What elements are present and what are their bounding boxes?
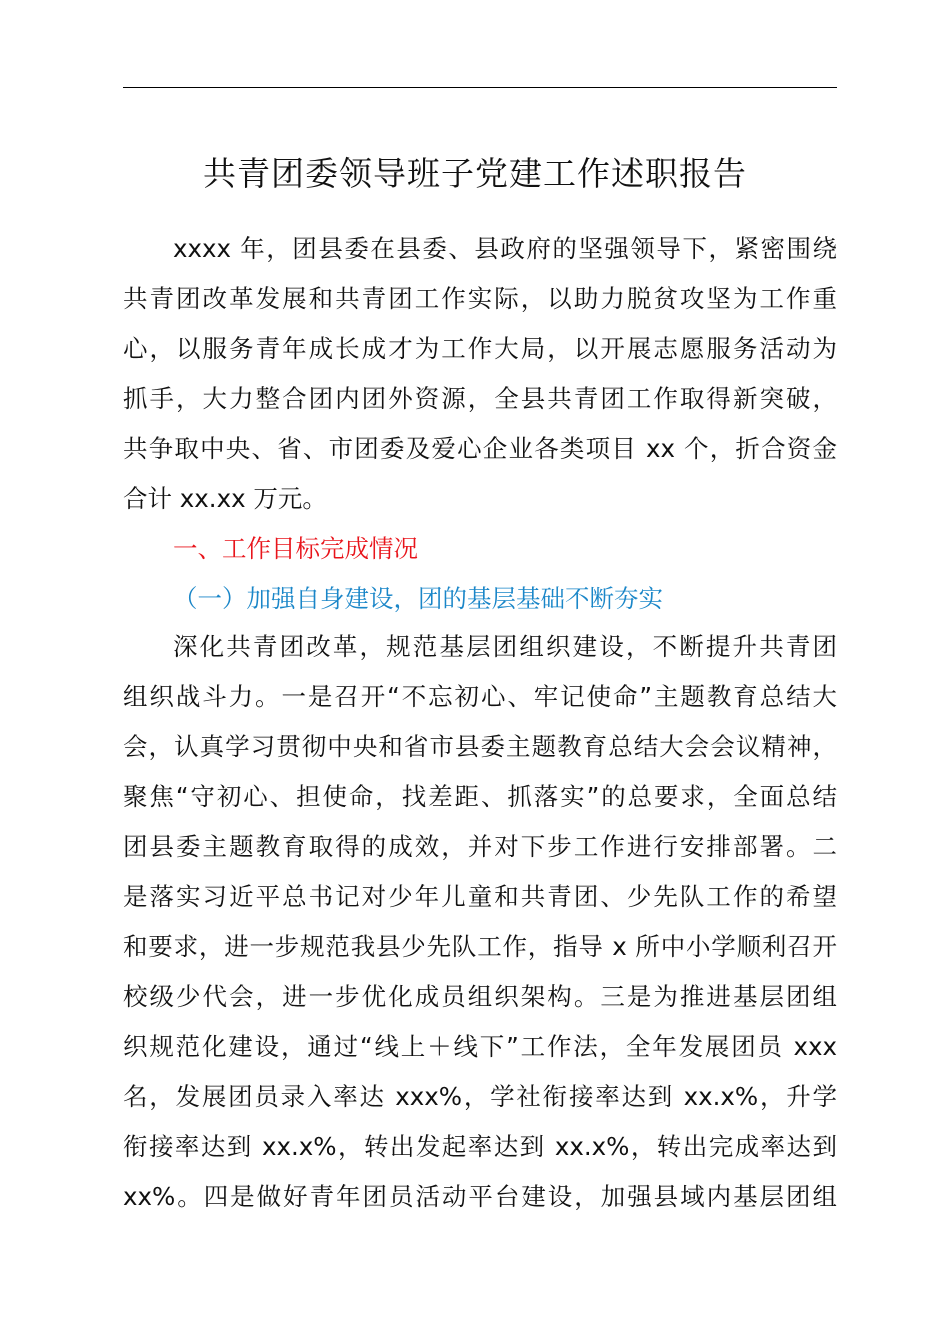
body-paragraph (123, 622, 837, 1222)
intro-line: 共青团改革发展和共青团工作实际，以助力脱贫攻坚为工作重 (123, 284, 837, 313)
body-line: 和要求，进一步规范我县少先队工作，指导 x 所中小学顺利召开 (123, 932, 837, 961)
section-heading: 一、工作目标完成情况 (173, 534, 418, 563)
body-line: 名，发展团员录入率达 xxx%，学社衔接率达到 xx.x%，升学 (123, 1082, 837, 1111)
subsection-heading: （一）加强自身建设，团的基层基础不断夯实 (173, 584, 663, 613)
body-line: 组织战斗力。一是召开“不忘初心、牢记使命”主题教育总结大 (123, 682, 837, 711)
intro-line: 心，以服务青年成长成才为工作大局，以开展志愿服务活动为 (123, 334, 837, 363)
intro-paragraph (123, 224, 837, 524)
intro-line: 抓手，大力整合团内团外资源，全县共青团工作取得新突破， (123, 384, 837, 413)
body-line: 衔接率达到 xx.x%，转出发起率达到 xx.x%，转出完成率达到 (123, 1132, 837, 1161)
body-line: 织规范化建设，通过“线上＋线下”工作法，全年发展团员 xxx (123, 1032, 837, 1061)
body-line: 校级少代会，进一步优化成员组织架构。三是为推进基层团组 (123, 982, 837, 1011)
intro-line: 合计 xx.xx 万元。 (123, 484, 327, 513)
body-line: 团县委主题教育取得的成效，并对下步工作进行安排部署。二 (123, 832, 837, 861)
header-rule (123, 87, 837, 88)
intro-line: xxxx 年，团县委在县委、县政府的坚强领导下，紧密围绕 (173, 234, 837, 263)
body-line: 聚焦“守初心、担使命，找差距、抓落实”的总要求，全面总结 (123, 782, 837, 811)
intro-line: 共争取中央、省、市团委及爱心企业各类项目 xx 个，折合资金 (123, 434, 837, 463)
document-title: 共青团委领导班子党建工作述职报告 (203, 154, 747, 193)
body-line: xx%。四是做好青年团员活动平台建设，加强县域内基层团组 (123, 1182, 837, 1211)
body-line: 深化共青团改革，规范基层团组织建设，不断提升共青团 (173, 632, 837, 661)
body-line: 会，认真学习贯彻中央和省市县委主题教育总结大会会议精神， (123, 732, 837, 761)
body-line: 是落实习近平总书记对少年儿童和共青团、少先队工作的希望 (123, 882, 837, 911)
